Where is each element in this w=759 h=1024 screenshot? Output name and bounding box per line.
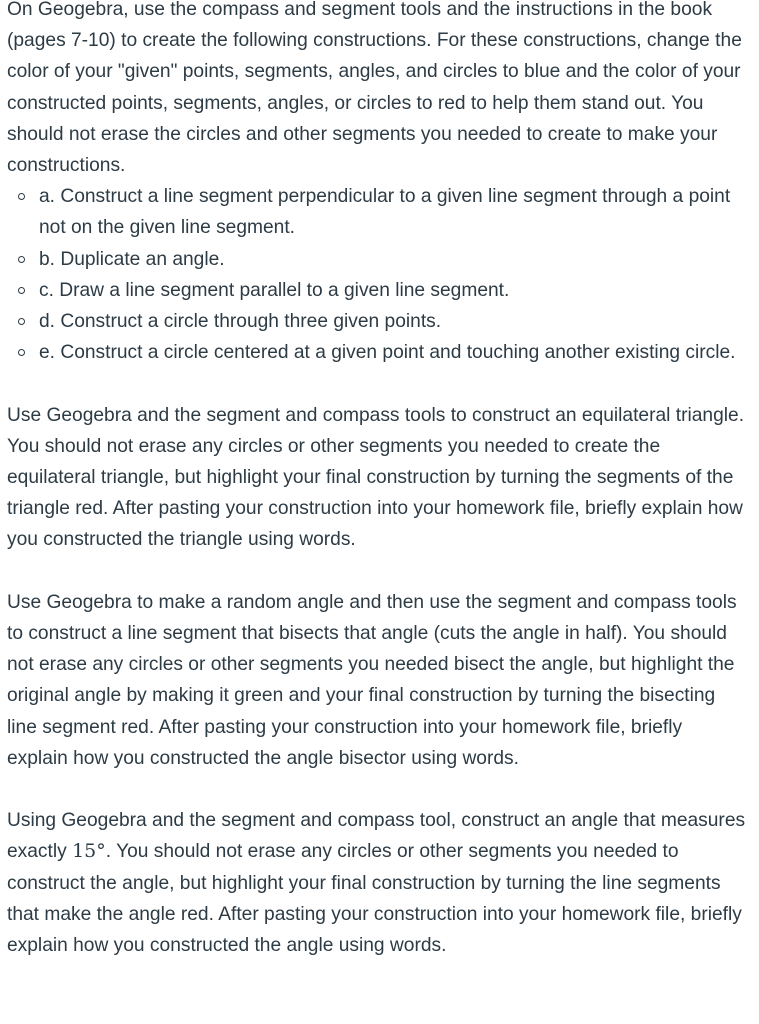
list-item <box>39 181 747 243</box>
angle-bisector-paragraph: Use Geogebra to make a random angle and then use the segment and compass tools to construct a line segment that bisects that angle (cuts the angle in half). You should not erase any circles or other segments you needed bisect the angle, but highlight the original angle by making it green and your final construction by turning the bisecting line segment red. After pasting your construction into your homework file, briefly explain how you constructed the angle bisector using words. <box>7 591 737 769</box>
list-item-text: c. Draw a line segment parallel to a given line segment. <box>39 279 510 301</box>
list-item <box>39 337 747 368</box>
bullet-icon <box>18 193 25 200</box>
angle-text-after: . You should not erase any circles or other segments you needed to construct the angle, but highlight your final construction by turning the line segments that make the angle red. After pasting your construction into your homework file, briefly explain how you constructed the angle using words. <box>7 841 742 957</box>
paragraph-spacer <box>7 556 747 587</box>
list-item-text: b. Duplicate an angle. <box>39 248 225 270</box>
list-item-text: e. Construct a circle centered at a given point and touching another existing circle. <box>39 342 736 364</box>
fifteen-degree-angle-paragraph <box>7 805 747 961</box>
list-item <box>39 306 747 337</box>
list-item-text: a. Construct a line segment perpendicular to a given line segment through a point not on the given line segment. <box>39 186 731 239</box>
bullet-icon <box>18 318 25 325</box>
bullet-icon <box>18 349 25 356</box>
list-item-text: d. Construct a circle through three given points. <box>39 311 442 333</box>
equilateral-triangle-paragraph: Use Geogebra and the segment and compass tools to construct an equilateral triangle. You should not erase any circles or other segments you needed to create the equilateral triangle, but highlight your final construction by turning the segments of the triangle red. After pasting your construction into your homework file, briefly explain how you constructed the triangle using words. <box>7 404 745 551</box>
paragraph-spacer <box>7 368 747 399</box>
angle-text-before: Using Geogebra and the segment and compass tool, construct an angle that measures exactly <box>7 810 746 863</box>
bullet-icon <box>18 256 25 263</box>
construction-task-list <box>7 181 747 368</box>
bullet-icon <box>18 287 25 294</box>
list-item <box>39 244 747 275</box>
angle-measure-math: 15° <box>72 840 106 863</box>
section1-intro-paragraph: On Geogebra, use the compass and segment tools and the instructions in the book (pages 7-10) to create the following constructions. For these constructions, change the color of your "given" points, segments, angles, and circles to blue and the color of your constructed points, segments, angles, or circles to red to help them stand out. You should not erase the circles and other segments you needed to create to make your constructions. <box>7 0 742 177</box>
paragraph-spacer <box>7 774 747 805</box>
assignment-document <box>7 0 747 961</box>
list-item <box>39 275 747 306</box>
